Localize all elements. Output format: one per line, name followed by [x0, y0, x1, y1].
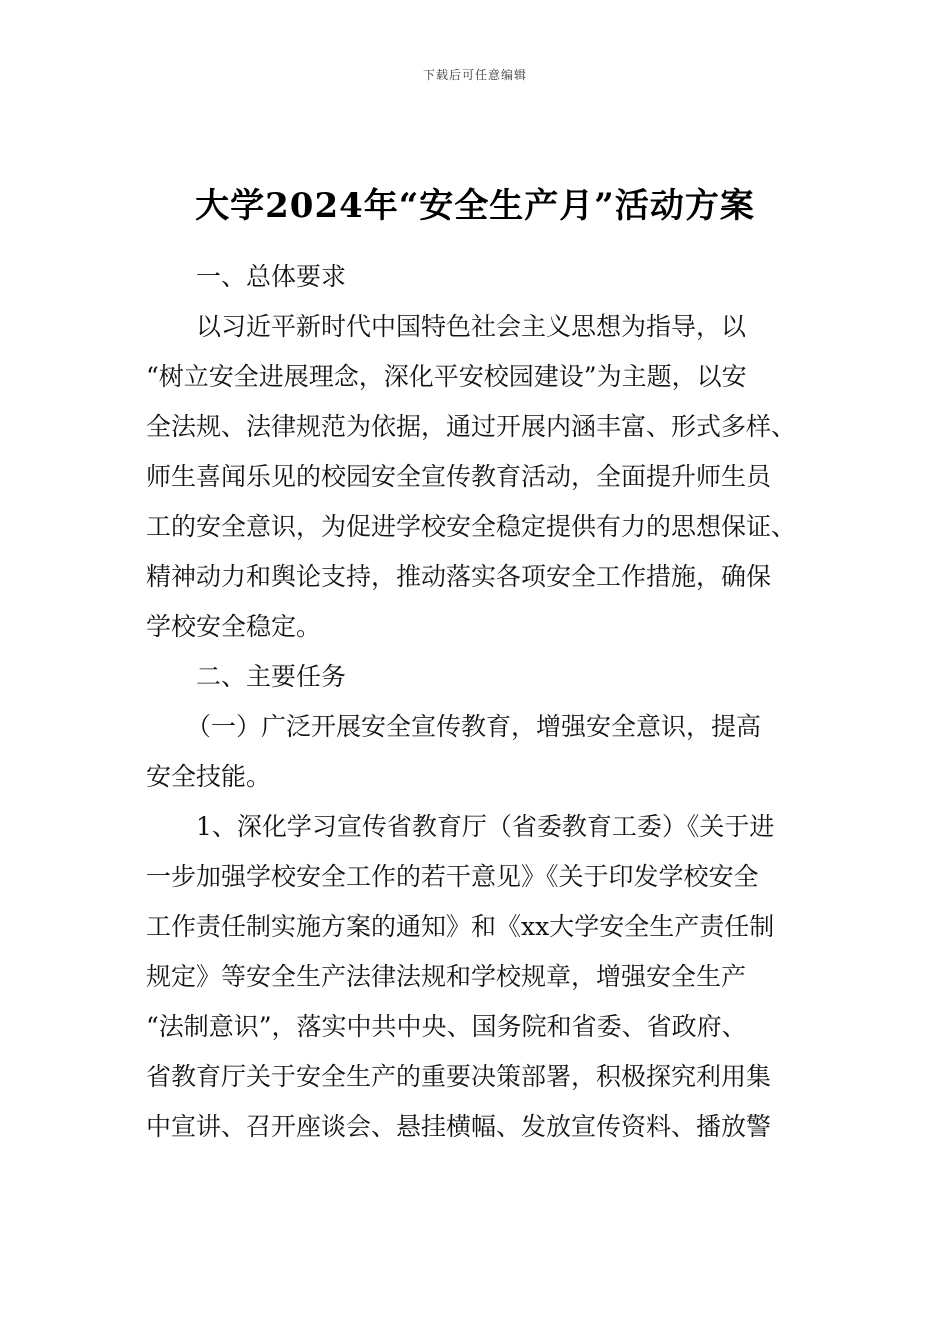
paragraph-line: 以习近平新时代中国特色社会主义思想为指导，以 — [196, 312, 747, 341]
paragraph-line: “法制意识”，落实中共中央、国务院和省委、省政府、 — [146, 1012, 747, 1041]
section2-item1-paragraph — [146, 802, 806, 1152]
paragraph-line: 安全技能。 — [146, 762, 272, 791]
paragraph-line: 精神动力和舆论支持，推动落实各项安全工作措施，确保 — [146, 562, 772, 591]
paragraph-line: 省教育厅关于安全生产的重要决策部署，积极探究利用集 — [146, 1062, 772, 1091]
section2-heading-text: 二、主要任务 — [196, 662, 347, 691]
paragraph-line: 师生喜闻乐见的校园安全宣传教育活动，全面提升师生员 — [146, 462, 772, 491]
document-body — [146, 252, 806, 1152]
paragraph-line: 全法规、法律规范为依据，通过开展内涵丰富、形式多样、 — [146, 412, 797, 441]
section1-paragraph — [146, 302, 806, 652]
paragraph-line: 学校安全稳定。 — [146, 612, 322, 641]
paragraph-line: 一步加强学校安全工作的若干意见》《关于印发学校安全 — [146, 862, 759, 891]
paragraph-line: “树立安全进展理念，深化平安校园建设”为主题，以安 — [146, 362, 747, 391]
header-note: 下载后可任意编辑 — [422, 68, 527, 82]
document-title: 大学2024年“安全生产月”活动方案 — [195, 186, 755, 226]
paragraph-line: 1、深化学习宣传省教育厅（省委教育工委）《关于进 — [196, 812, 775, 841]
section2-subheading — [146, 702, 806, 802]
section2-heading — [146, 652, 806, 702]
paragraph-line: 工的安全意识，为促进学校安全稳定提供有力的思想保证、 — [146, 512, 797, 541]
paragraph-line: 工作责任制实施方案的通知》和《xx大学安全生产责任制 — [146, 912, 775, 941]
paragraph-line: （一）广泛开展安全宣传教育，增强安全意识，提高 — [186, 712, 762, 741]
section1-heading — [146, 252, 806, 302]
section1-heading-text: 一、总体要求 — [196, 262, 347, 291]
paragraph-line: 规定》等安全生产法律法规和学校规章，增强安全生产 — [146, 962, 747, 991]
paragraph-line: 中宣讲、召开座谈会、悬挂横幅、发放宣传资料、播放警 — [146, 1112, 772, 1141]
